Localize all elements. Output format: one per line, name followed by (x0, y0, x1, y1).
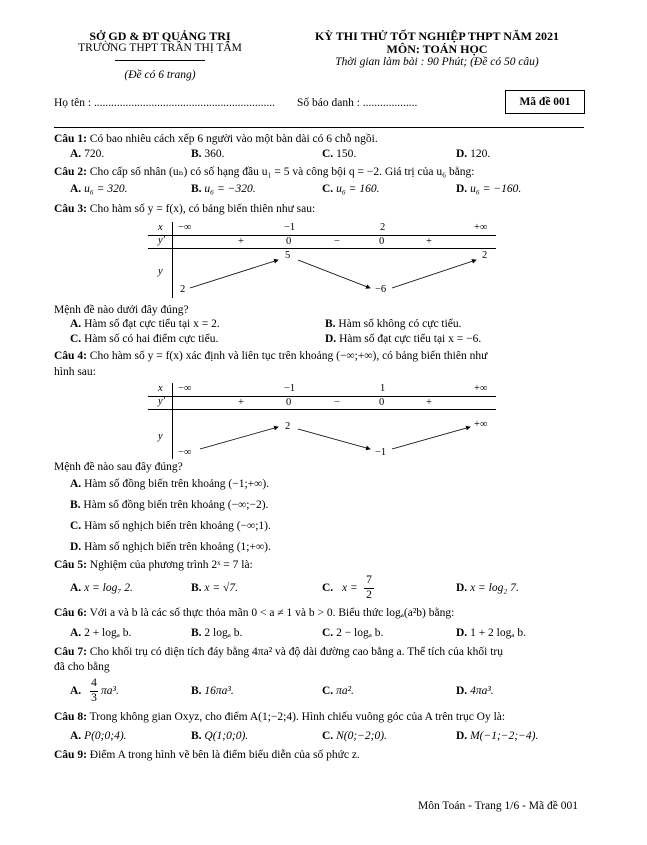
q3-option-d: D. Hàm số đạt cực tiểu tại x = −6. (325, 333, 482, 345)
q4-y-val: −1 (375, 447, 387, 458)
q3-sign: + (238, 236, 244, 247)
q4-x-header: x (158, 383, 163, 394)
q8-option-b: B. Q(1;0;0). (191, 730, 249, 742)
q3-option-a: A. Hàm số đạt cực tiểu tại x = 2. (70, 318, 220, 330)
q1-option-d: D. 120. (456, 148, 491, 160)
q1-option-a: A. 720. (70, 148, 105, 160)
q6-option-c: C. 2 − logₐ b. (322, 627, 384, 639)
question-3: Câu 3: Cho hàm số y = f(x), có bảng biến thiên như sau: (54, 203, 316, 215)
q4-sign: + (426, 397, 432, 408)
q8-option-d: D. M(−1;−2;−4). (456, 730, 539, 742)
q3-yprime-header: y′ (158, 235, 165, 246)
q4-option-d: D. Hàm số nghịch biến trên khoảng (1;+∞). (70, 541, 271, 553)
q2-option-b: B. u₆ = −320. (191, 183, 256, 195)
q7-option-b: B. 16πa³. (191, 685, 234, 697)
q4-y-val: −∞ (178, 447, 192, 458)
q3-y-val: 2 (482, 250, 488, 261)
q4-y-val: 2 (285, 421, 291, 432)
q7-option-d: D. 4πa³. (456, 685, 494, 697)
q2-option-a: A. u₆ = 320. (70, 183, 128, 195)
q3-arrows (148, 222, 496, 298)
q4-sign: 0 (286, 397, 292, 408)
question-9: Câu 9: Điểm A trong hình vẽ bên là điểm biểu diễn của số phức z. (54, 749, 360, 761)
q3-sign: − (334, 236, 340, 247)
q3-prompt: Mệnh đề nào dưới đây đúng? (54, 304, 189, 316)
q1-option-b: B. 360. (191, 148, 225, 160)
q1-option-c: C. 150. (322, 148, 357, 160)
question-4-cont: hình sau: (54, 366, 96, 378)
subject-title: MÔN: TOÁN HỌC (386, 42, 488, 56)
q4-option-a: A. Hàm số đồng biến trên khoảng (−1;+∞). (70, 478, 270, 490)
q4-x-val: +∞ (474, 383, 488, 394)
q3-y-val: 5 (285, 250, 291, 261)
question-1: Câu 1: Có bao nhiêu cách xếp 6 người vào một bàn dài có 6 chỗ ngồi. (54, 133, 378, 145)
question-8: Câu 8: Trong không gian Oxyz, cho điểm A(1;−2;4). Hình chiếu vuông góc của A trên trục Oy là: (54, 711, 506, 723)
q4-option-c: C. Hàm số nghịch biến trên khoảng (−∞;1). (70, 520, 271, 532)
q6-option-b: B. 2 logₐ b. (191, 627, 243, 639)
q4-y-val: +∞ (474, 419, 488, 430)
q2-option-d: D. u₆ = −160. (456, 183, 522, 195)
q3-y-val: −6 (375, 284, 387, 295)
q3-x-val: −1 (284, 222, 296, 233)
q4-variation-table (148, 383, 496, 459)
exam-code-box: Mã đề 001 (505, 90, 585, 114)
q3-x-val: +∞ (474, 222, 488, 233)
q4-arrows (148, 383, 496, 459)
q3-y-header: y (158, 266, 163, 277)
q3-sign: 0 (286, 236, 292, 247)
exam-title: KỲ THI THỬ TỐT NGHIỆP THPT NĂM 2021 (315, 29, 559, 43)
q4-prompt: Mệnh đề nào sau đây đúng? (54, 461, 183, 473)
q8-option-a: A. P(0;0;4). (70, 730, 127, 742)
q5-option-d: D. x = log₂ 7. (456, 582, 519, 594)
q7-option-c: C. πa². (322, 685, 354, 697)
q5-option-a: A. x = log₇ 2. (70, 582, 133, 594)
page-count-note: (Đề có 6 trang) (124, 69, 196, 81)
q4-yprime-header: y′ (158, 396, 165, 407)
q4-x-val: −1 (284, 383, 296, 394)
q6-option-d: D. 1 + 2 logₐ b. (456, 627, 527, 639)
header-divider (115, 60, 205, 61)
question-2: Câu 2: Cho cấp số nhân (uₙ) có số hạng đầu u₁ = 5 và công bội q = −2. Giá trị của u₆ bằng: (54, 166, 475, 178)
time-note: Thời gian làm bài : 90 Phút; (Đề có 50 câu) (335, 56, 539, 68)
q3-x-val: 2 (380, 222, 386, 233)
q3-sign: 0 (379, 236, 385, 247)
q6-option-a: A. 2 + logₐ b. (70, 627, 132, 639)
info-divider (54, 127, 584, 128)
page-footer: Môn Toán - Trang 1/6 - Mã đề 001 (418, 800, 578, 812)
question-7: Câu 7: Cho khối trụ có diện tích đáy bằng 4πa² và độ dài đường cao bằng a. Thể tích của khối trụ (54, 646, 503, 658)
question-5: Câu 5: Nghiệm của phương trình 2ˣ = 7 là: (54, 559, 253, 571)
q4-sign: + (238, 397, 244, 408)
question-4: Câu 4: Cho hàm số y = f(x) xác định và liên tục trên khoảng (−∞;+∞), có bảng biến thiên như (54, 350, 488, 362)
student-id-field: Số báo danh : ................... (297, 97, 418, 109)
q5-option-b: B. x = √7. (191, 582, 238, 594)
question-6: Câu 6: Với a và b là các số thực thỏa mãn 0 < a ≠ 1 và b > 0. Biểu thức logₐ(a²b) bằng: (54, 607, 455, 619)
q4-option-b: B. Hàm số đồng biến trên khoảng (−∞;−2). (70, 499, 269, 511)
department-name: SỞ GD & ĐT QUẢNG TRỊ (89, 29, 231, 43)
q3-variation-table (148, 222, 496, 298)
q2-option-c: C. u₆ = 160. (322, 183, 380, 195)
school-name: TRƯỜNG THPT TRẦN THỊ TÂM (78, 42, 242, 54)
q3-sign: + (426, 236, 432, 247)
student-name-field: Họ tên : ............................................................... (54, 97, 276, 109)
question-7-cont: đã cho bằng (54, 661, 110, 673)
q4-x-val: −∞ (178, 383, 192, 394)
q3-x-header: x (158, 222, 163, 233)
q3-option-b: B. Hàm số không có cực tiểu. (325, 318, 462, 330)
q8-option-c: C. N(0;−2;0). (322, 730, 387, 742)
q3-option-c: C. Hàm số có hai điểm cực tiểu. (70, 333, 219, 345)
q3-x-val: −∞ (178, 222, 192, 233)
q3-y-val: 2 (180, 284, 186, 295)
q4-sign: − (334, 397, 340, 408)
q4-sign: 0 (379, 397, 385, 408)
q4-x-val: 1 (380, 383, 386, 394)
q4-y-header: y (158, 431, 163, 442)
